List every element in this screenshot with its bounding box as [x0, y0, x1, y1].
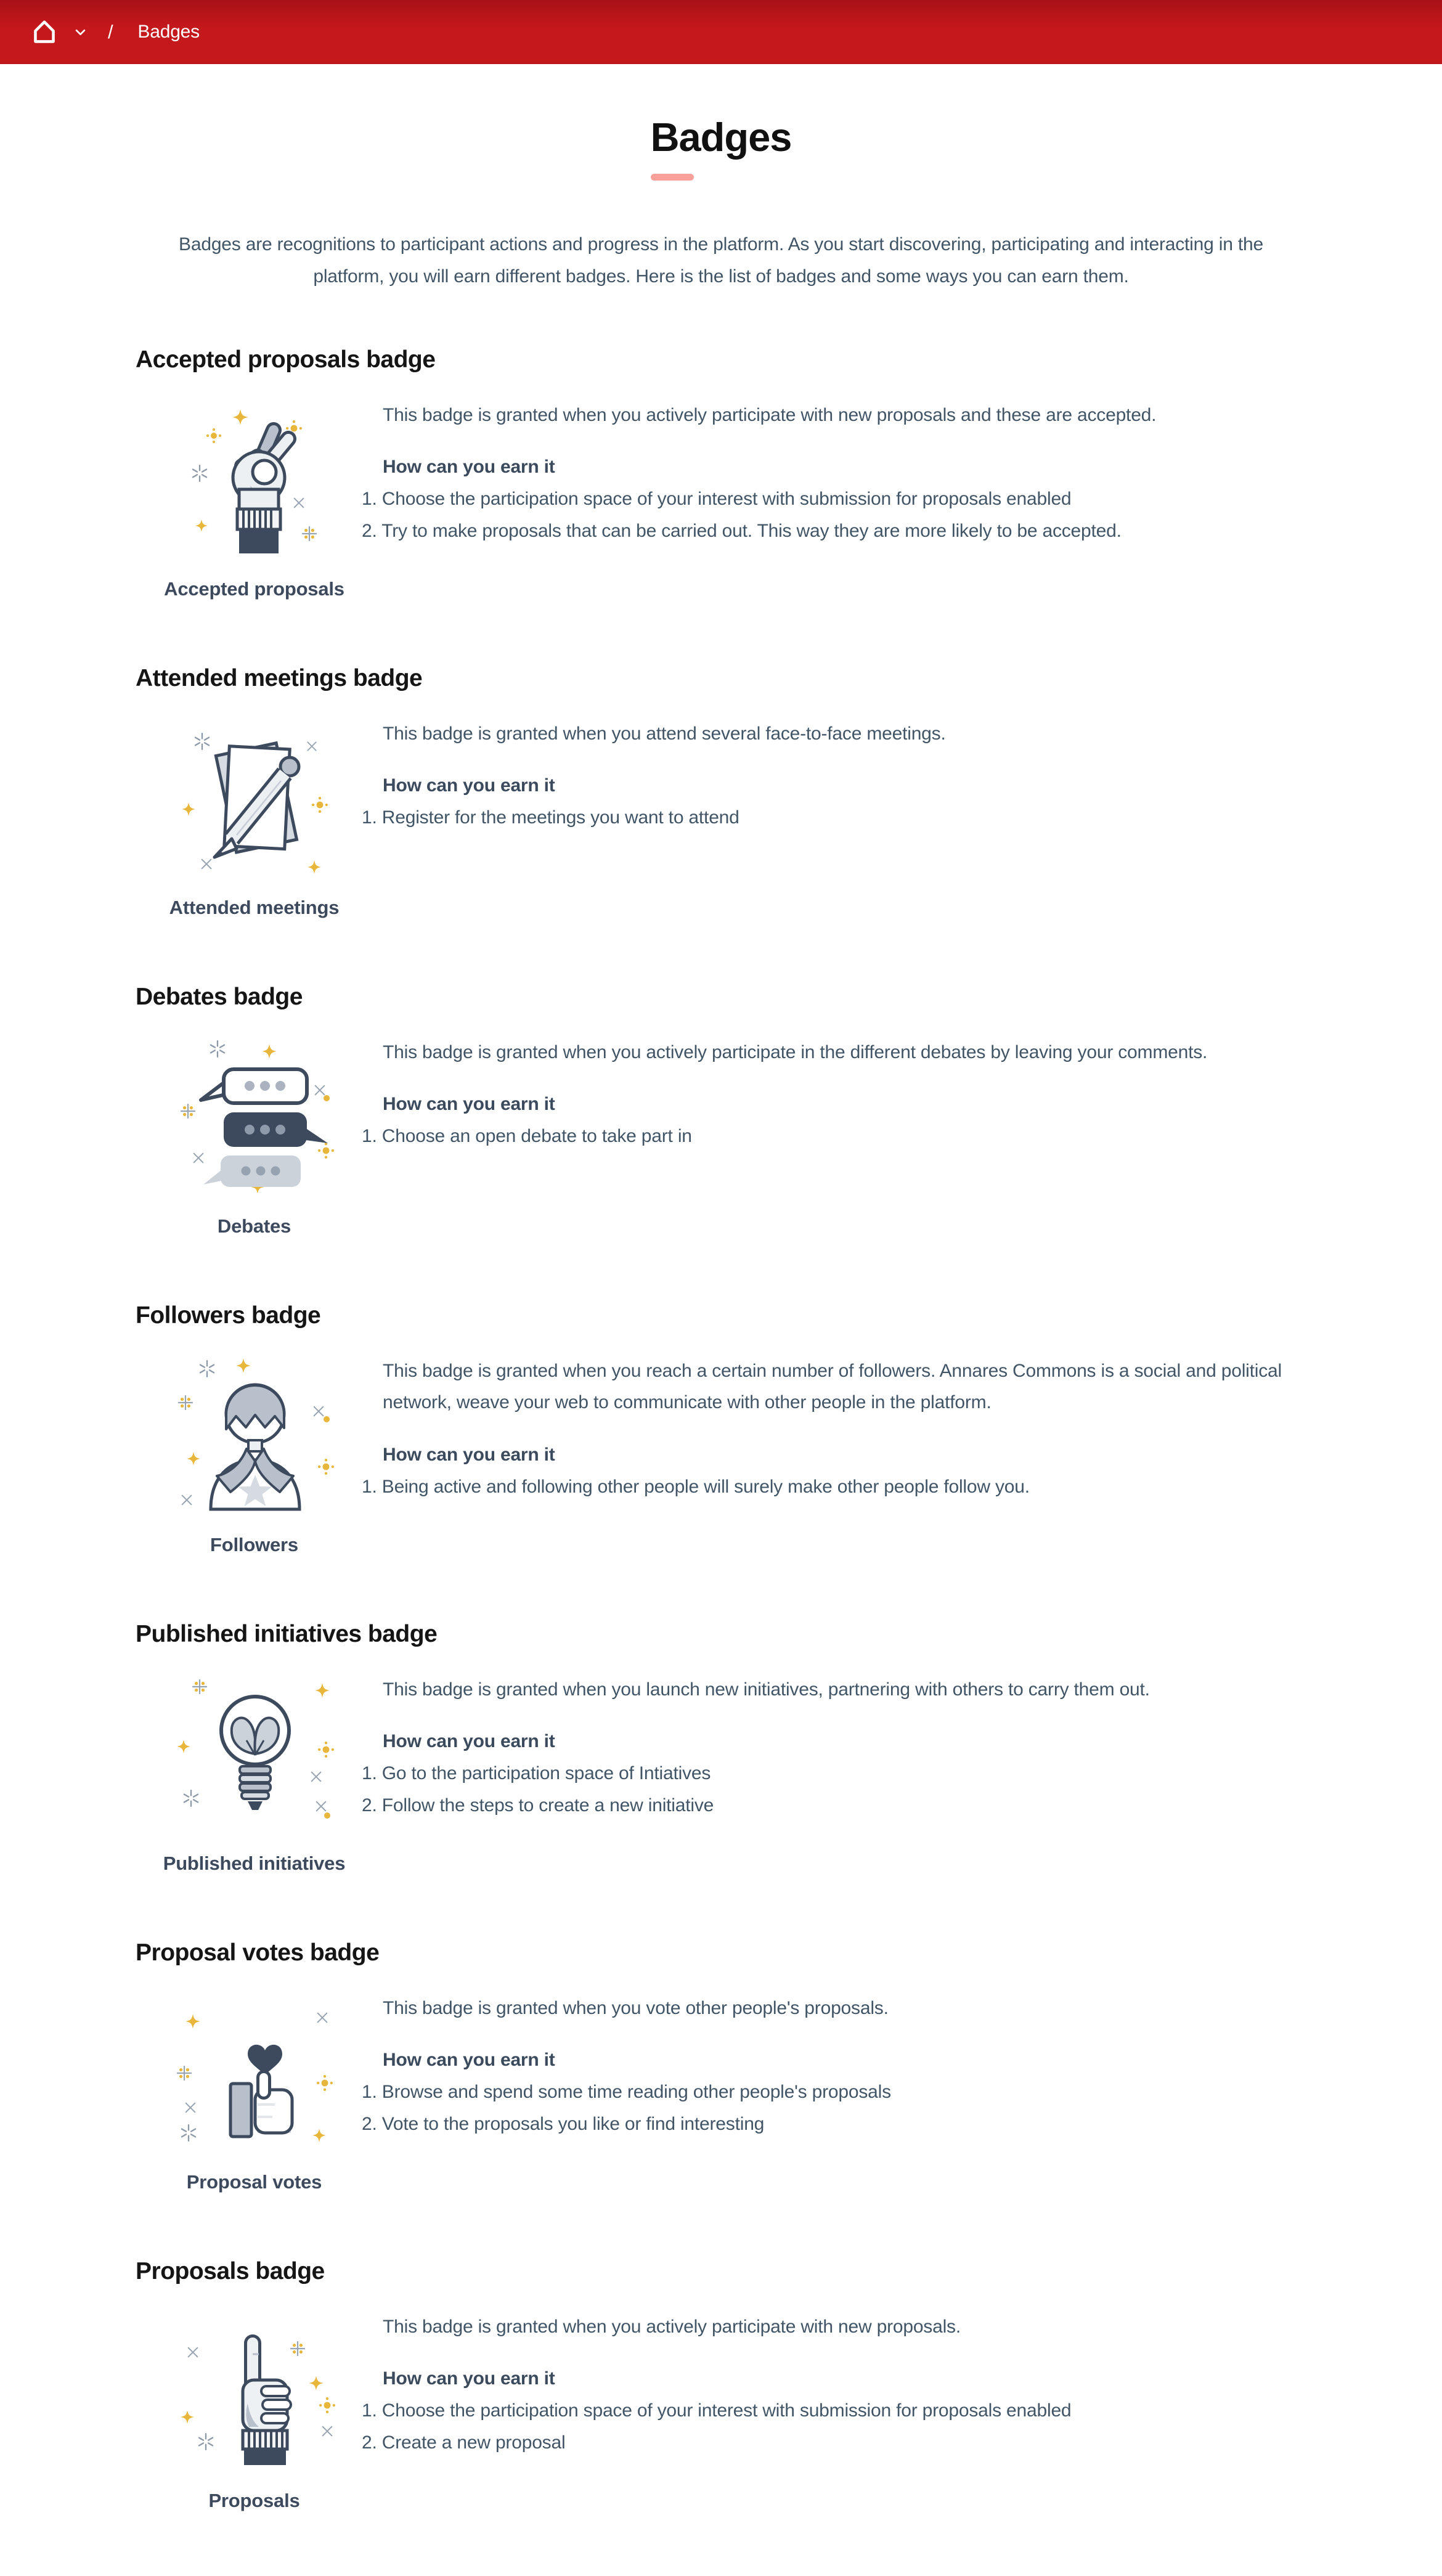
earn-step: Choose the participation space of your interest with submission for proposals enabled: [381, 2400, 1072, 2421]
ok-hand-icon: [171, 399, 338, 553]
earn-heading: How can you earn it: [383, 775, 555, 796]
earn-heading: How can you earn it: [383, 1094, 555, 1115]
badge-section-followers: [136, 1302, 1306, 1620]
badge-title: Accepted proposals badge: [136, 346, 436, 373]
earn-step: Vote to the proposals you like or find interesting: [381, 2114, 765, 2135]
badge-section-proposals: [136, 2257, 1306, 2576]
earn-step: Go to the participation space of Intiatives: [381, 1763, 711, 1784]
badge-caption: Proposal votes: [186, 2170, 322, 2193]
badge-description: This badge is granted when you actively participate with new proposals.: [383, 2316, 961, 2337]
earn-step: Register for the meetings you want to attend: [381, 807, 739, 828]
badge-caption: Published initiatives: [163, 1852, 346, 1874]
earn-step: Try to make proposals that can be carried out. This way they are more likely to be accepted.: [381, 521, 1122, 542]
badge-title: Proposals badge: [136, 2257, 325, 2285]
badge-description: This badge is granted when you vote other people's proposals.: [383, 1997, 889, 2018]
earn-heading: How can you earn it: [383, 2050, 555, 2071]
badge-caption: Followers: [210, 1533, 298, 1555]
badge-caption: Accepted proposals: [164, 577, 344, 600]
breadcrumb-current: Badges: [137, 22, 200, 42]
earn-steps: [362, 1758, 1306, 1822]
earn-step: Follow the steps to create a new initiative: [381, 1795, 714, 1816]
badge-section-published-initiatives: [136, 1620, 1306, 1939]
breadcrumb-separator: /: [108, 21, 113, 43]
page-intro: Badges are recognitions to participant actions and progress in the platform. As you start discovering, participating and interacting in the platform, you will earn different badges. Here is the list of badges and some ways you can earn them.: [179, 234, 1263, 287]
earn-step: Being active and following other people will surely make other people follow you.: [381, 1477, 1030, 1498]
badge-title: Published initiatives badge: [136, 1620, 438, 1647]
badge-title: Debates badge: [136, 983, 303, 1010]
papers-pencil-icon: [171, 718, 338, 872]
earn-heading: How can you earn it: [383, 1445, 555, 1465]
lightbulb-icon: [171, 1674, 338, 1828]
badges-list: [136, 346, 1306, 2576]
person-star-icon: [171, 1355, 338, 1509]
earn-heading: How can you earn it: [383, 1731, 555, 1752]
thumbs-up-heart-icon: [171, 1992, 338, 2146]
earn-step: Choose an open debate to take part in: [381, 1126, 692, 1147]
badge-description: This badge is granted when you reach a certain number of followers. Annares Commons is a social and political network, weave your web to communicate with other people in the platform.: [383, 1360, 1282, 1413]
badge-description: This badge is granted when you actively participate in the different debates by leaving your comments.: [383, 1041, 1208, 1062]
badge-title: Followers badge: [136, 1302, 321, 1329]
earn-step: Create a new proposal: [381, 2432, 566, 2453]
title-accent-bar: [651, 174, 694, 181]
badge-section-proposal-votes: [136, 1939, 1306, 2257]
breadcrumb: [32, 18, 200, 46]
badge-section-debates: [136, 983, 1306, 1302]
earn-steps: [362, 1471, 1306, 1503]
pointing-hand-icon: [171, 2311, 338, 2465]
badge-description: This badge is granted when you attend several face-to-face meetings.: [383, 723, 946, 744]
badge-section-attended-meetings: [136, 664, 1306, 983]
chevron-down-icon[interactable]: [75, 29, 86, 36]
speech-bubbles-icon: [171, 1037, 338, 1191]
badge-caption: Proposals: [208, 2489, 300, 2511]
earn-steps: [362, 1120, 1306, 1152]
badge-description: This badge is granted when you actively participate with new proposals and these are accepted.: [383, 404, 1157, 425]
earn-steps: [362, 2076, 1306, 2140]
home-icon[interactable]: [32, 18, 57, 46]
earn-steps: [362, 802, 1306, 834]
earn-heading: How can you earn it: [383, 2368, 555, 2389]
top-navbar: [0, 0, 1442, 64]
earn-heading: How can you earn it: [383, 457, 555, 478]
badge-title: Attended meetings badge: [136, 664, 423, 691]
badge-description: This badge is granted when you launch new initiatives, partnering with others to carry them out.: [383, 1679, 1150, 1700]
badge-section-accepted-proposals: [136, 346, 1306, 664]
earn-step: Browse and spend some time reading other people's proposals: [381, 2082, 891, 2103]
badge-title: Proposal votes badge: [136, 1939, 380, 1966]
earn-steps: [362, 2395, 1306, 2459]
earn-steps: [362, 483, 1306, 547]
badge-caption: Attended meetings: [169, 896, 340, 918]
badge-caption: Debates: [217, 1215, 291, 1237]
page-title: Badges: [650, 115, 792, 160]
earn-step: Choose the participation space of your interest with submission for proposals enabled: [381, 489, 1072, 510]
